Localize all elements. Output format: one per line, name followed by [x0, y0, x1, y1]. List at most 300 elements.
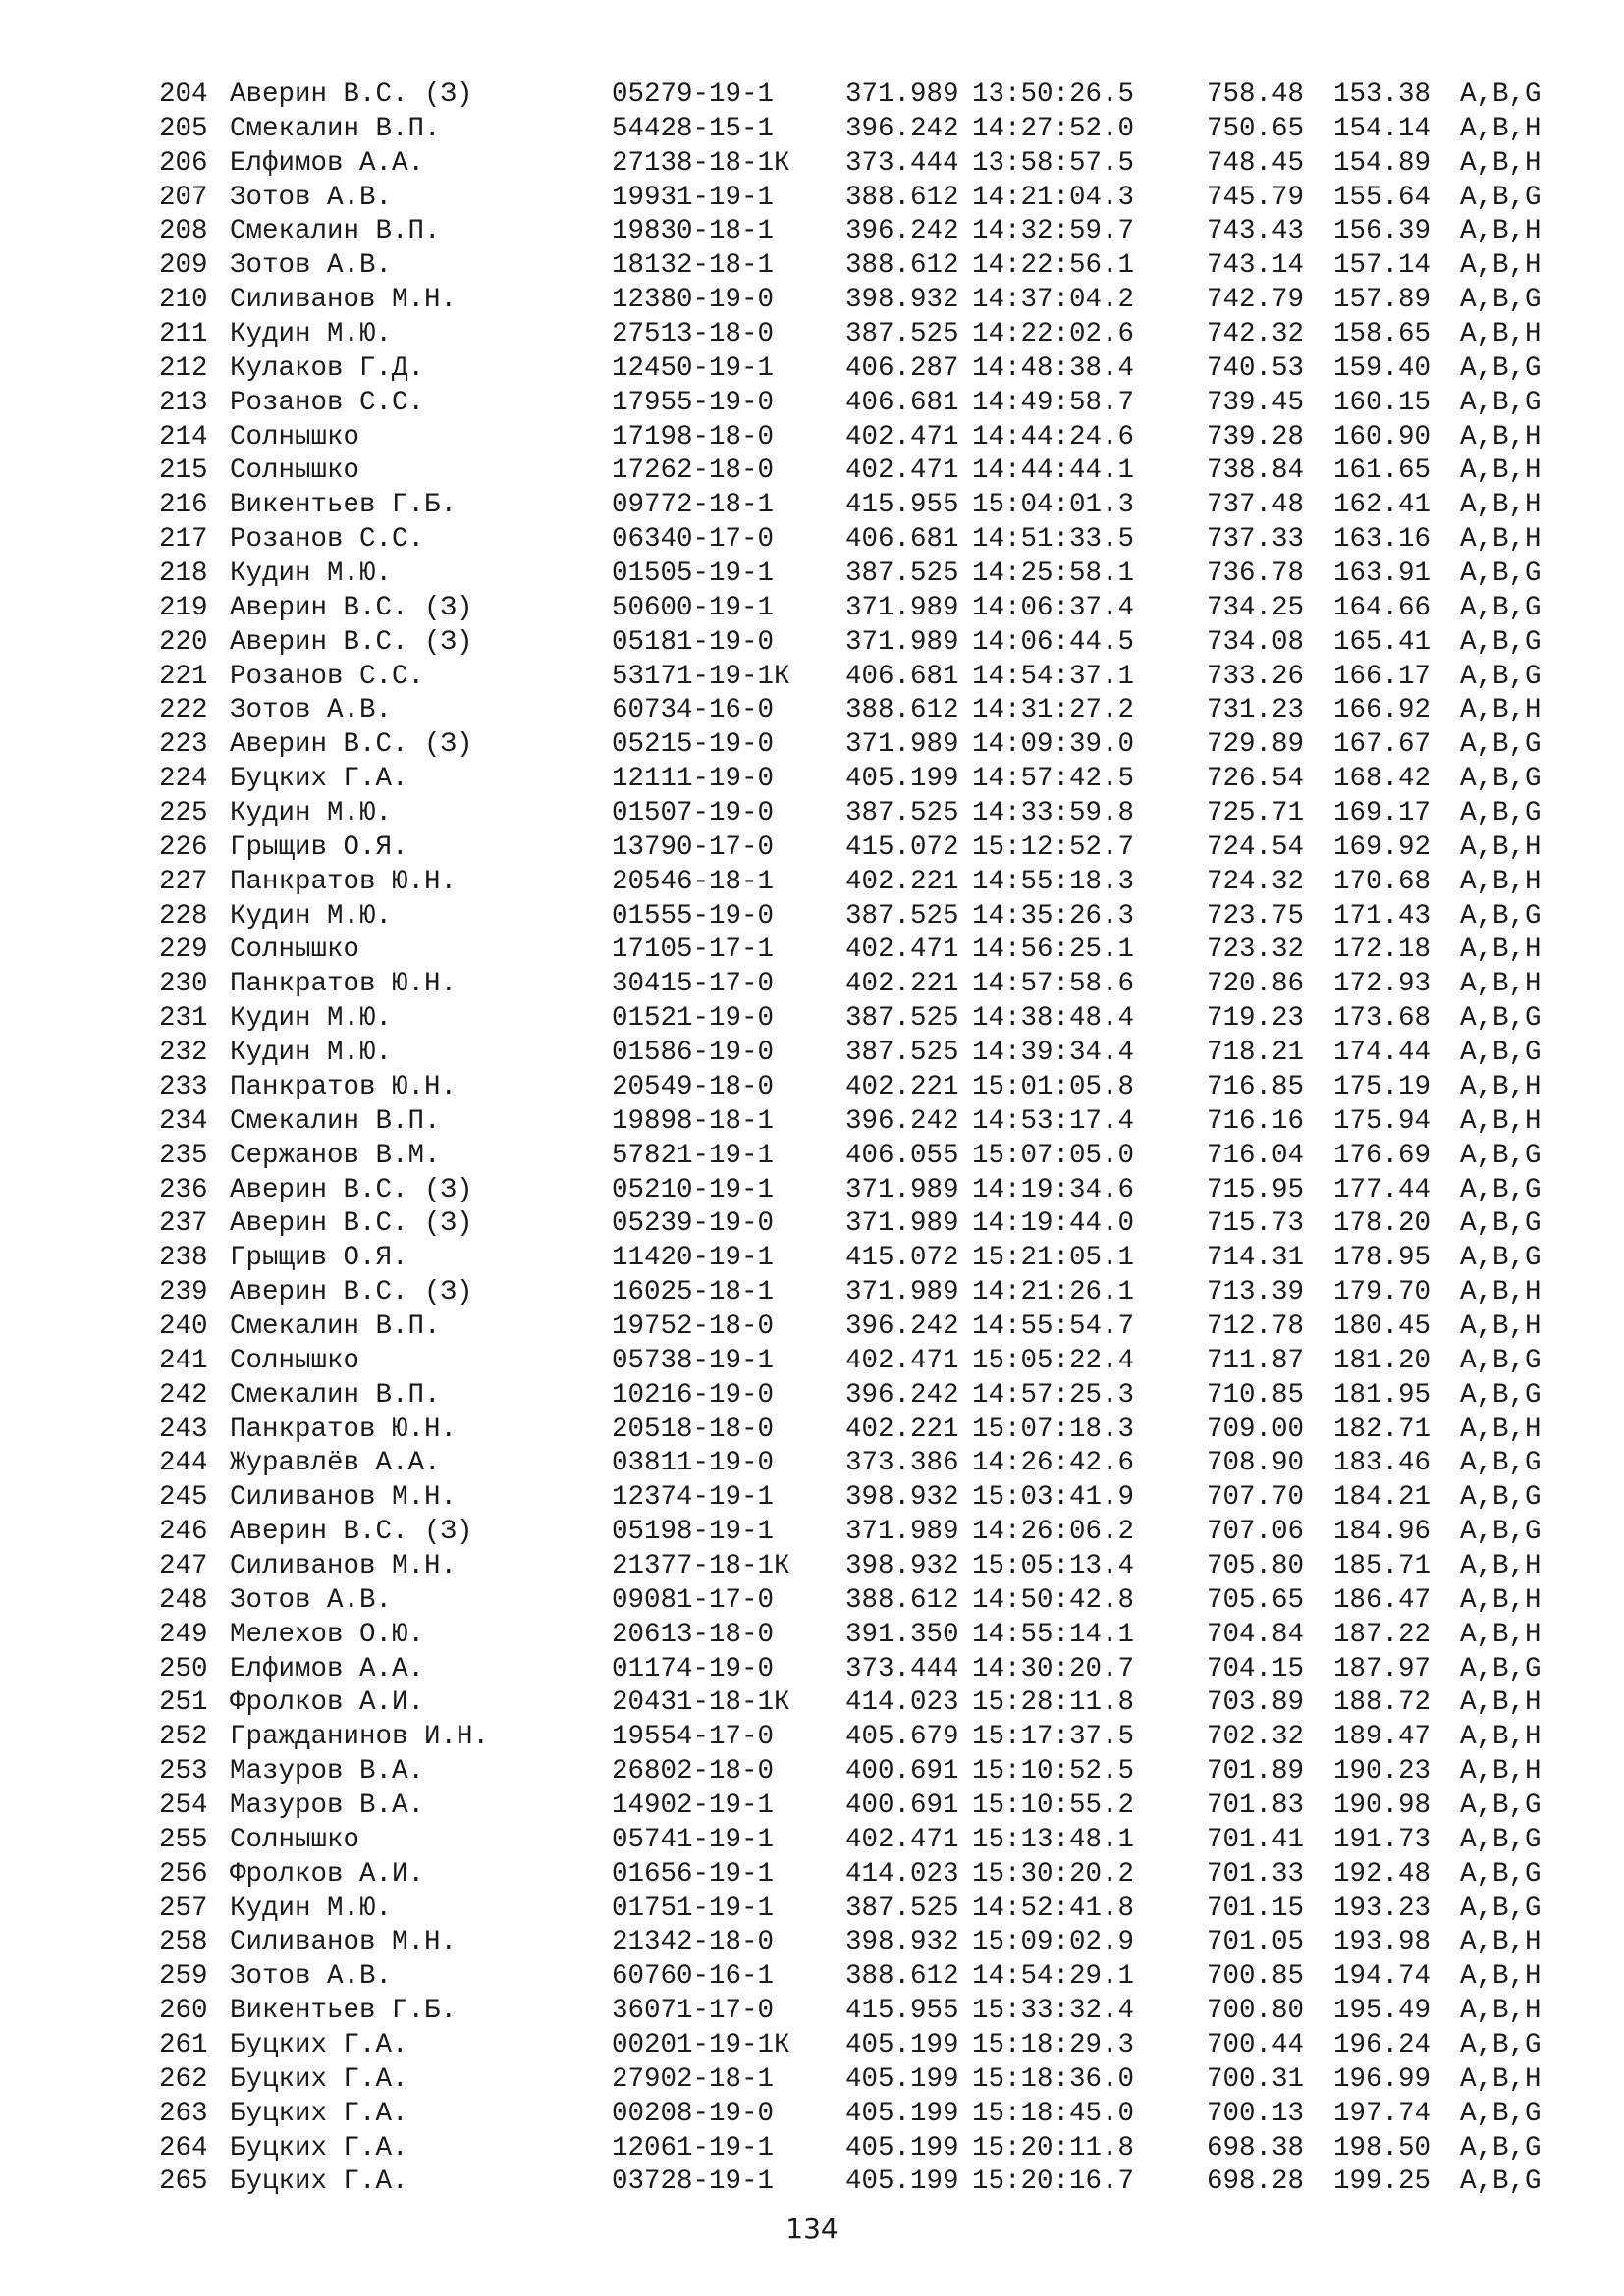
- speed-cell: 701.83: [1207, 1789, 1305, 1821]
- coefficient-cell: 170.68: [1333, 866, 1432, 897]
- place-cell: 242: [159, 1379, 208, 1411]
- distance-cell: 405.199: [845, 2166, 959, 2198]
- distance-cell: 387.525: [845, 798, 959, 829]
- distance-cell: 406.681: [845, 387, 959, 418]
- distance-cell: 387.525: [845, 1003, 959, 1035]
- categories-cell: A,B,G: [1460, 1893, 1542, 1924]
- coefficient-cell: 160.90: [1333, 421, 1432, 453]
- coefficient-cell: 175.19: [1333, 1071, 1432, 1102]
- fancier-name-cell: Кудин М.Ю.: [230, 319, 393, 350]
- fancier-name-cell: Мелехов О.Ю.: [230, 1619, 425, 1650]
- categories-cell: A,B,H: [1460, 1619, 1542, 1650]
- categories-cell: A,B,H: [1460, 147, 1542, 179]
- fancier-name-cell: Силиванов М.Н.: [230, 1927, 458, 1958]
- categories-cell: A,B,H: [1460, 1071, 1542, 1102]
- fancier-name-cell: Викентьев Г.Б.: [230, 1996, 458, 2027]
- arrival-time-cell: 14:06:37.4: [972, 592, 1135, 623]
- arrival-time-cell: 14:52:41.8: [972, 1893, 1135, 1924]
- place-cell: 232: [159, 1038, 208, 1069]
- speed-cell: 739.45: [1207, 387, 1305, 418]
- categories-cell: A,B,H: [1460, 1584, 1542, 1616]
- ring-number-cell: 05741-19-1: [612, 1824, 775, 1855]
- ring-number-cell: 20518-18-0: [612, 1414, 775, 1445]
- arrival-time-cell: 14:44:44.1: [972, 455, 1135, 487]
- fancier-name-cell: Смекалин В.П.: [230, 1379, 441, 1411]
- fancier-name-cell: Солнышко: [230, 421, 360, 453]
- ring-number-cell: 18132-18-1: [612, 250, 775, 282]
- arrival-time-cell: 14:30:20.7: [972, 1653, 1135, 1684]
- fancier-name-cell: Панкратов Ю.Н.: [230, 866, 458, 897]
- categories-cell: A,B,G: [1460, 182, 1542, 213]
- categories-cell: A,B,G: [1460, 1345, 1542, 1376]
- coefficient-cell: 195.49: [1333, 1996, 1432, 2027]
- place-cell: 217: [159, 524, 208, 556]
- speed-cell: 712.78: [1207, 1310, 1305, 1342]
- ring-number-cell: 01555-19-0: [612, 900, 775, 932]
- ring-number-cell: 60734-16-0: [612, 695, 775, 726]
- distance-cell: 373.444: [845, 1653, 959, 1684]
- place-cell: 212: [159, 352, 208, 384]
- distance-cell: 406.055: [845, 1140, 959, 1171]
- arrival-time-cell: 15:13:48.1: [972, 1824, 1135, 1855]
- speed-cell: 716.04: [1207, 1140, 1305, 1171]
- place-cell: 245: [159, 1482, 208, 1514]
- ring-number-cell: 36071-17-0: [612, 1996, 775, 2027]
- fancier-name-cell: Буцких Г.А.: [230, 2132, 408, 2163]
- coefficient-cell: 181.20: [1333, 1345, 1432, 1376]
- place-cell: 249: [159, 1619, 208, 1650]
- categories-cell: A,B,G: [1460, 1517, 1542, 1548]
- ring-number-cell: 21342-18-0: [612, 1927, 775, 1958]
- distance-cell: 405.199: [845, 764, 959, 795]
- categories-cell: A,B,G: [1460, 1824, 1542, 1855]
- distance-cell: 402.221: [845, 969, 959, 1000]
- place-cell: 218: [159, 559, 208, 590]
- categories-cell: A,B,H: [1460, 1996, 1542, 2027]
- coefficient-cell: 172.18: [1333, 934, 1432, 966]
- categories-cell: A,B,G: [1460, 1482, 1542, 1514]
- categories-cell: A,B,G: [1460, 1653, 1542, 1684]
- categories-cell: A,B,G: [1460, 798, 1542, 829]
- arrival-time-cell: 13:50:26.5: [972, 80, 1135, 110]
- ring-number-cell: 53171-19-1К: [612, 661, 790, 692]
- fancier-name-cell: Розанов С.С.: [230, 387, 425, 418]
- ring-number-cell: 01751-19-1: [612, 1893, 775, 1924]
- place-cell: 216: [159, 490, 208, 521]
- ring-number-cell: 30415-17-0: [612, 969, 775, 1000]
- speed-cell: 715.95: [1207, 1174, 1305, 1205]
- coefficient-cell: 171.43: [1333, 900, 1432, 932]
- fancier-name-cell: Аверин В.С. (З): [230, 592, 473, 623]
- arrival-time-cell: 15:17:37.5: [972, 1722, 1135, 1753]
- fancier-name-cell: Фролков А.И.: [230, 1858, 425, 1890]
- coefficient-cell: 182.71: [1333, 1414, 1432, 1445]
- distance-cell: 414.023: [845, 1858, 959, 1890]
- speed-cell: 700.31: [1207, 2063, 1305, 2095]
- speed-cell: 702.32: [1207, 1722, 1305, 1753]
- distance-cell: 398.932: [845, 285, 959, 316]
- fancier-name-cell: Буцких Г.А.: [230, 2098, 408, 2129]
- speed-cell: 719.23: [1207, 1003, 1305, 1035]
- distance-cell: 391.350: [845, 1619, 959, 1650]
- speed-cell: 710.85: [1207, 1379, 1305, 1411]
- categories-cell: A,B,G: [1460, 2132, 1542, 2163]
- distance-cell: 400.691: [845, 1789, 959, 1821]
- categories-cell: A,B,G: [1460, 764, 1542, 795]
- categories-cell: A,B,H: [1460, 1550, 1542, 1581]
- ring-number-cell: 05239-19-0: [612, 1208, 775, 1240]
- speed-cell: 703.89: [1207, 1687, 1305, 1719]
- categories-cell: A,B,H: [1460, 250, 1542, 282]
- categories-cell: A,B,G: [1460, 387, 1542, 418]
- ring-number-cell: 12450-19-1: [612, 352, 775, 384]
- arrival-time-cell: 15:01:05.8: [972, 1071, 1135, 1102]
- place-cell: 230: [159, 969, 208, 1000]
- place-cell: 241: [159, 1345, 208, 1376]
- arrival-time-cell: 14:21:04.3: [972, 182, 1135, 213]
- ring-number-cell: 01507-19-0: [612, 798, 775, 829]
- ring-number-cell: 20549-18-0: [612, 1071, 775, 1102]
- coefficient-cell: 187.22: [1333, 1619, 1432, 1650]
- speed-cell: 713.39: [1207, 1277, 1305, 1308]
- distance-cell: 371.989: [845, 1517, 959, 1548]
- speed-cell: 736.78: [1207, 559, 1305, 590]
- distance-cell: 373.444: [845, 147, 959, 179]
- distance-cell: 396.242: [845, 1310, 959, 1342]
- categories-cell: A,B,G: [1460, 285, 1542, 316]
- speed-cell: 700.85: [1207, 1961, 1305, 1993]
- speed-cell: 708.90: [1207, 1448, 1305, 1479]
- place-cell: 257: [159, 1893, 208, 1924]
- speed-cell: 704.15: [1207, 1653, 1305, 1684]
- speed-cell: 737.33: [1207, 524, 1305, 556]
- coefficient-cell: 180.45: [1333, 1310, 1432, 1342]
- coefficient-cell: 194.74: [1333, 1961, 1432, 1993]
- categories-cell: A,B,G: [1460, 729, 1542, 761]
- arrival-time-cell: 14:51:33.5: [972, 524, 1135, 556]
- coefficient-cell: 184.21: [1333, 1482, 1432, 1514]
- coefficient-cell: 177.44: [1333, 1174, 1432, 1205]
- categories-cell: A,B,G: [1460, 1038, 1542, 1069]
- speed-cell: 725.71: [1207, 798, 1305, 829]
- arrival-time-cell: 15:03:41.9: [972, 1482, 1135, 1514]
- fancier-name-cell: Буцких Г.А.: [230, 2029, 408, 2060]
- categories-cell: A,B,H: [1460, 216, 1542, 247]
- place-cell: 209: [159, 250, 208, 282]
- arrival-time-cell: 14:38:48.4: [972, 1003, 1135, 1035]
- place-cell: 234: [159, 1105, 208, 1137]
- ring-number-cell: 05181-19-0: [612, 626, 775, 658]
- ring-number-cell: 00208-19-0: [612, 2098, 775, 2129]
- fancier-name-cell: Аверин В.С. (З): [230, 1174, 473, 1205]
- arrival-time-cell: 14:55:54.7: [972, 1310, 1135, 1342]
- ring-number-cell: 54428-15-1: [612, 113, 775, 144]
- ring-number-cell: 05198-19-1: [612, 1517, 775, 1548]
- arrival-time-cell: 14:35:26.3: [972, 900, 1135, 932]
- speed-cell: 707.06: [1207, 1517, 1305, 1548]
- ring-number-cell: 50600-19-1: [612, 592, 775, 623]
- fancier-name-cell: Зотов А.В.: [230, 1584, 393, 1616]
- coefficient-cell: 175.94: [1333, 1105, 1432, 1137]
- ring-number-cell: 09772-18-1: [612, 490, 775, 521]
- coefficient-cell: 190.98: [1333, 1789, 1432, 1821]
- place-cell: 223: [159, 729, 208, 761]
- place-cell: 236: [159, 1174, 208, 1205]
- categories-cell: A,B,H: [1460, 1105, 1542, 1137]
- fancier-name-cell: Солнышко: [230, 1824, 360, 1855]
- fancier-name-cell: Фролков А.И.: [230, 1687, 425, 1719]
- coefficient-cell: 181.95: [1333, 1379, 1432, 1411]
- coefficient-cell: 178.95: [1333, 1243, 1432, 1274]
- arrival-time-cell: 14:33:59.8: [972, 798, 1135, 829]
- arrival-time-cell: 15:20:16.7: [972, 2166, 1135, 2198]
- speed-cell: 718.21: [1207, 1038, 1305, 1069]
- arrival-time-cell: 15:33:32.4: [972, 1996, 1135, 2027]
- categories-cell: A,B,H: [1460, 1961, 1542, 1993]
- place-cell: 252: [159, 1722, 208, 1753]
- distance-cell: 371.989: [845, 1277, 959, 1308]
- arrival-time-cell: 14:57:42.5: [972, 764, 1135, 795]
- distance-cell: 388.612: [845, 250, 959, 282]
- coefficient-cell: 154.14: [1333, 113, 1432, 144]
- ring-number-cell: 19931-19-1: [612, 182, 775, 213]
- distance-cell: 415.072: [845, 1243, 959, 1274]
- speed-cell: 737.48: [1207, 490, 1305, 521]
- fancier-name-cell: Сержанов В.М.: [230, 1140, 441, 1171]
- speed-cell: 743.43: [1207, 216, 1305, 247]
- place-cell: 264: [159, 2132, 208, 2163]
- speed-cell: 709.00: [1207, 1414, 1305, 1445]
- ring-number-cell: 12061-19-1: [612, 2132, 775, 2163]
- categories-cell: A,B,H: [1460, 421, 1542, 453]
- distance-cell: 371.989: [845, 592, 959, 623]
- place-cell: 250: [159, 1653, 208, 1684]
- categories-cell: A,B,G: [1460, 1789, 1542, 1821]
- arrival-time-cell: 14:50:42.8: [972, 1584, 1135, 1616]
- distance-cell: 400.691: [845, 1756, 959, 1788]
- place-cell: 231: [159, 1003, 208, 1035]
- speed-cell: 745.79: [1207, 182, 1305, 213]
- speed-cell: 742.32: [1207, 319, 1305, 350]
- speed-cell: 724.54: [1207, 831, 1305, 863]
- speed-cell: 701.15: [1207, 1893, 1305, 1924]
- fancier-name-cell: Панкратов Ю.Н.: [230, 1414, 458, 1445]
- categories-cell: A,B,G: [1460, 1140, 1542, 1171]
- distance-cell: 388.612: [845, 1961, 959, 1993]
- coefficient-cell: 153.38: [1333, 80, 1432, 110]
- place-cell: 207: [159, 182, 208, 213]
- arrival-time-cell: 14:53:17.4: [972, 1105, 1135, 1137]
- distance-cell: 415.072: [845, 831, 959, 863]
- arrival-time-cell: 15:18:45.0: [972, 2098, 1135, 2129]
- coefficient-cell: 163.16: [1333, 524, 1432, 556]
- distance-cell: 371.989: [845, 626, 959, 658]
- ring-number-cell: 27902-18-1: [612, 2063, 775, 2095]
- categories-cell: A,B,H: [1460, 695, 1542, 726]
- arrival-time-cell: 15:07:05.0: [972, 1140, 1135, 1171]
- categories-cell: A,B,H: [1460, 969, 1542, 1000]
- fancier-name-cell: Зотов А.В.: [230, 695, 393, 726]
- speed-cell: 698.28: [1207, 2166, 1305, 2198]
- ring-number-cell: 16025-18-1: [612, 1277, 775, 1308]
- arrival-time-cell: 14:31:27.2: [972, 695, 1135, 726]
- distance-cell: 388.612: [845, 1584, 959, 1616]
- arrival-time-cell: 14:56:25.1: [972, 934, 1135, 966]
- speed-cell: 716.85: [1207, 1071, 1305, 1102]
- ring-number-cell: 27138-18-1К: [612, 147, 790, 179]
- place-cell: 214: [159, 421, 208, 453]
- speed-cell: 726.54: [1207, 764, 1305, 795]
- place-cell: 246: [159, 1517, 208, 1548]
- arrival-time-cell: 14:25:58.1: [972, 559, 1135, 590]
- ring-number-cell: 19752-18-0: [612, 1310, 775, 1342]
- place-cell: 253: [159, 1756, 208, 1788]
- place-cell: 215: [159, 455, 208, 487]
- ring-number-cell: 19554-17-0: [612, 1722, 775, 1753]
- distance-cell: 405.679: [845, 1722, 959, 1753]
- coefficient-cell: 184.96: [1333, 1517, 1432, 1548]
- ring-number-cell: 20431-18-1К: [612, 1687, 790, 1719]
- arrival-time-cell: 15:05:13.4: [972, 1550, 1135, 1581]
- categories-cell: A,B,H: [1460, 1687, 1542, 1719]
- place-cell: 235: [159, 1140, 208, 1171]
- speed-cell: 705.65: [1207, 1584, 1305, 1616]
- distance-cell: 402.471: [845, 1824, 959, 1855]
- coefficient-cell: 166.92: [1333, 695, 1432, 726]
- coefficient-cell: 191.73: [1333, 1824, 1432, 1855]
- arrival-time-cell: 15:10:55.2: [972, 1789, 1135, 1821]
- ring-number-cell: 09081-17-0: [612, 1584, 775, 1616]
- ring-number-cell: 10216-19-0: [612, 1379, 775, 1411]
- categories-cell: A,B,G: [1460, 1858, 1542, 1890]
- arrival-time-cell: 15:09:02.9: [972, 1927, 1135, 1958]
- place-cell: 251: [159, 1687, 208, 1719]
- arrival-time-cell: 14:19:34.6: [972, 1174, 1135, 1205]
- distance-cell: 402.471: [845, 421, 959, 453]
- speed-cell: 698.38: [1207, 2132, 1305, 2163]
- categories-cell: A,B,G: [1460, 559, 1542, 590]
- arrival-time-cell: 15:04:01.3: [972, 490, 1135, 521]
- distance-cell: 402.471: [845, 934, 959, 966]
- ring-number-cell: 03811-19-0: [612, 1448, 775, 1479]
- categories-cell: A,B,G: [1460, 352, 1542, 384]
- place-cell: 258: [159, 1927, 208, 1958]
- coefficient-cell: 187.97: [1333, 1653, 1432, 1684]
- fancier-name-cell: Панкратов Ю.Н.: [230, 1071, 458, 1102]
- coefficient-cell: 156.39: [1333, 216, 1432, 247]
- speed-cell: 740.53: [1207, 352, 1305, 384]
- place-cell: 228: [159, 900, 208, 932]
- speed-cell: 729.89: [1207, 729, 1305, 761]
- place-cell: 262: [159, 2063, 208, 2095]
- categories-cell: A,B,G: [1460, 1243, 1542, 1274]
- arrival-time-cell: 15:05:22.4: [972, 1345, 1135, 1376]
- place-cell: 260: [159, 1996, 208, 2027]
- categories-cell: A,B,G: [1460, 661, 1542, 692]
- fancier-name-cell: Аверин В.С. (З): [230, 1517, 473, 1548]
- place-cell: 261: [159, 2029, 208, 2060]
- fancier-name-cell: Зотов А.В.: [230, 1961, 393, 1993]
- arrival-time-cell: 15:07:18.3: [972, 1414, 1135, 1445]
- coefficient-cell: 157.14: [1333, 250, 1432, 282]
- fancier-name-cell: Смекалин В.П.: [230, 1310, 441, 1342]
- coefficient-cell: 176.69: [1333, 1140, 1432, 1171]
- place-cell: 240: [159, 1310, 208, 1342]
- place-cell: 263: [159, 2098, 208, 2129]
- categories-cell: A,B,G: [1460, 2029, 1542, 2060]
- coefficient-cell: 193.23: [1333, 1893, 1432, 1924]
- speed-cell: 758.48: [1207, 80, 1305, 110]
- place-cell: 247: [159, 1550, 208, 1581]
- categories-cell: A,B,H: [1460, 1927, 1542, 1958]
- arrival-time-cell: 14:22:02.6: [972, 319, 1135, 350]
- distance-cell: 402.221: [845, 1071, 959, 1102]
- arrival-time-cell: 14:06:44.5: [972, 626, 1135, 658]
- coefficient-cell: 163.91: [1333, 559, 1432, 590]
- fancier-name-cell: Аверин В.С. (З): [230, 80, 473, 110]
- speed-cell: 731.23: [1207, 695, 1305, 726]
- fancier-name-cell: Журавлёв А.А.: [230, 1448, 441, 1479]
- arrival-time-cell: 14:21:26.1: [972, 1277, 1135, 1308]
- fancier-name-cell: Зотов А.В.: [230, 250, 393, 282]
- arrival-time-cell: 14:54:29.1: [972, 1961, 1135, 1993]
- ring-number-cell: 26802-18-0: [612, 1756, 775, 1788]
- speed-cell: 723.32: [1207, 934, 1305, 966]
- coefficient-cell: 189.47: [1333, 1722, 1432, 1753]
- ring-number-cell: 05738-19-1: [612, 1345, 775, 1376]
- fancier-name-cell: Грыщив О.Я.: [230, 1243, 408, 1274]
- ring-number-cell: 19830-18-1: [612, 216, 775, 247]
- coefficient-cell: 196.99: [1333, 2063, 1432, 2095]
- categories-cell: A,B,H: [1460, 1277, 1542, 1308]
- coefficient-cell: 161.65: [1333, 455, 1432, 487]
- fancier-name-cell: Аверин В.С. (З): [230, 729, 473, 761]
- fancier-name-cell: Викентьев Г.Б.: [230, 490, 458, 521]
- fancier-name-cell: Елфимов А.А.: [230, 1653, 425, 1684]
- arrival-time-cell: 14:27:52.0: [972, 113, 1135, 144]
- fancier-name-cell: Кудин М.Ю.: [230, 1893, 393, 1924]
- ring-number-cell: 17105-17-1: [612, 934, 775, 966]
- distance-cell: 406.287: [845, 352, 959, 384]
- arrival-time-cell: 14:57:58.6: [972, 969, 1135, 1000]
- categories-cell: A,B,H: [1460, 1722, 1542, 1753]
- speed-cell: 714.31: [1207, 1243, 1305, 1274]
- categories-cell: A,B,H: [1460, 490, 1542, 521]
- distance-cell: 398.932: [845, 1550, 959, 1581]
- distance-cell: 402.221: [845, 866, 959, 897]
- categories-cell: A,B,H: [1460, 113, 1542, 144]
- categories-cell: A,B,G: [1460, 1208, 1542, 1240]
- coefficient-cell: 164.66: [1333, 592, 1432, 623]
- speed-cell: 743.14: [1207, 250, 1305, 282]
- place-cell: 248: [159, 1584, 208, 1616]
- categories-cell: A,B,H: [1460, 319, 1542, 350]
- arrival-time-cell: 14:49:58.7: [972, 387, 1135, 418]
- categories-cell: A,B,H: [1460, 524, 1542, 556]
- fancier-name-cell: Кудин М.Ю.: [230, 559, 393, 590]
- distance-cell: 396.242: [845, 1379, 959, 1411]
- arrival-time-cell: 15:28:11.8: [972, 1687, 1135, 1719]
- ring-number-cell: 12374-19-1: [612, 1482, 775, 1514]
- speed-cell: 701.05: [1207, 1927, 1305, 1958]
- fancier-name-cell: Мазуров В.А.: [230, 1789, 425, 1821]
- ring-number-cell: 17955-19-0: [612, 387, 775, 418]
- ring-number-cell: 57821-19-1: [612, 1140, 775, 1171]
- coefficient-cell: 197.74: [1333, 2098, 1432, 2129]
- categories-cell: A,B,H: [1460, 1756, 1542, 1788]
- ring-number-cell: 60760-16-1: [612, 1961, 775, 1993]
- place-cell: 226: [159, 831, 208, 863]
